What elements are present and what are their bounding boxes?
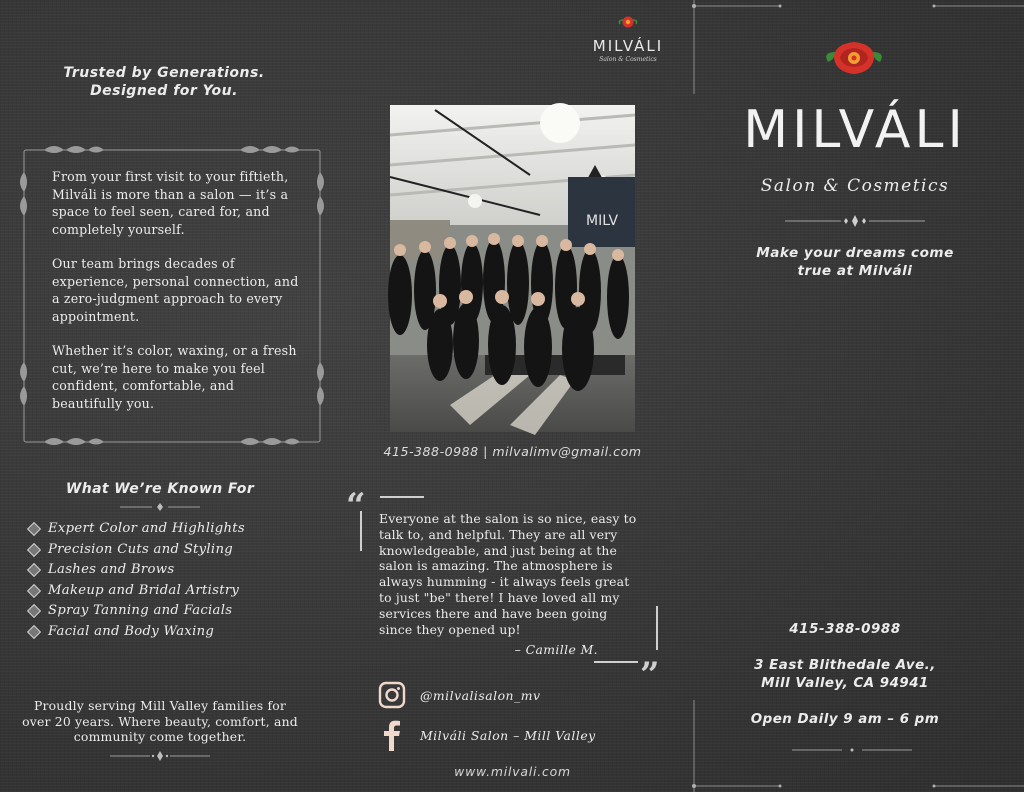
facebook-link[interactable]: [378, 719, 638, 751]
known-for-title: What We’re Known For: [65, 481, 255, 497]
intro-text: [52, 168, 302, 429]
team-photo: [390, 105, 635, 432]
divider-ornament: [120, 502, 200, 512]
list-item: Lashes and Brows: [26, 560, 326, 581]
logo-name: MILVÁLI: [592, 37, 664, 55]
facebook-icon: [378, 719, 406, 751]
svg-text:MILV: MILV: [586, 213, 619, 229]
dreams-line-1: Make your dreams come: [756, 245, 954, 261]
address: [720, 657, 970, 693]
tagline: [30, 64, 298, 100]
list-item: Expert Color and Highlights: [26, 519, 326, 540]
diamond-bullet-icon: [27, 604, 41, 618]
logo-subtitle: Salon & Cosmetics: [599, 56, 657, 63]
dreams-line-2: true at Milváli: [797, 263, 913, 279]
tagline-line-1: Trusted by Generations.: [63, 65, 265, 81]
intro-paragraph: Whether it’s color, waxing, or a fresh cut, we’re here to make you feel confident, comfortable, and beautifully you.: [52, 343, 297, 411]
contact-line[interactable]: 415-388-0988 | milvalimv@gmail.com: [383, 444, 642, 459]
testimonial-author: – Camille M.: [514, 642, 598, 657]
address-line-2: Mill Valley, CA 94941: [761, 676, 929, 691]
list-item: Spray Tanning and Facials: [26, 601, 326, 622]
intro-paragraph: From your first visit to your fiftieth, Milváli is more than a salon — it’s a space to feel seen, cared for, and completely yourself.: [52, 169, 289, 237]
diamond-bullet-icon: [27, 543, 41, 557]
phone-number[interactable]: 415-388-0988: [789, 622, 901, 637]
diamond-bullet-icon: [27, 584, 41, 598]
rose-icon: [618, 15, 638, 29]
rose-logo-icon: [822, 38, 886, 78]
proudly-serving-text: Proudly serving Mill Valley families for over 20 years. Where beauty, comfort, and community come together.: [22, 698, 298, 744]
instagram-handle: @milvalisalon_mv: [420, 687, 541, 703]
svg-text:”: ”: [640, 655, 660, 695]
address-line-1: 3 East Blithedale Ave.,: [754, 658, 936, 673]
known-for-list: [26, 519, 326, 642]
brand-name: MILVÁLI: [743, 100, 967, 160]
website-link[interactable]: www.milvali.com: [454, 764, 571, 779]
diamond-bullet-icon: [27, 522, 41, 536]
close-quote-icon: [594, 604, 674, 695]
divider-ornament: [792, 745, 912, 755]
testimonial-quote: Everyone at the salon is so nice, easy to talk to, and helpful. They are all very knowledgeable, and just being at the salon is amazing. The atmosphere is always humming - it always feels great to just "be" there! I have loved all my services there and have been going since they opened up!: [379, 511, 637, 637]
tagline-line-2: Designed for You.: [90, 83, 238, 99]
back-cover-logo: [576, 14, 680, 74]
divider-ornament: [110, 750, 210, 762]
svg-text:“: “: [346, 486, 366, 526]
instagram-link[interactable]: [378, 681, 618, 709]
intro-paragraph: Our team brings decades of experience, personal connection, and a zero-judgment approach to every appointment.: [52, 256, 299, 324]
instagram-icon: [378, 681, 406, 709]
dreams-tagline: [730, 244, 980, 280]
list-item: Precision Cuts and Styling: [26, 540, 326, 561]
divider-ornament: [785, 214, 925, 228]
facebook-page-name: Milváli Salon – Mill Valley: [420, 727, 596, 743]
opening-hours: Open Daily 9 am – 6 pm: [750, 712, 940, 727]
diamond-bullet-icon: [27, 563, 41, 577]
list-item: Facial and Body Waxing: [26, 622, 326, 643]
list-item: Makeup and Bridal Artistry: [26, 581, 326, 602]
brand-subtitle: Salon & Cosmetics: [760, 176, 950, 196]
diamond-bullet-icon: [27, 625, 41, 639]
